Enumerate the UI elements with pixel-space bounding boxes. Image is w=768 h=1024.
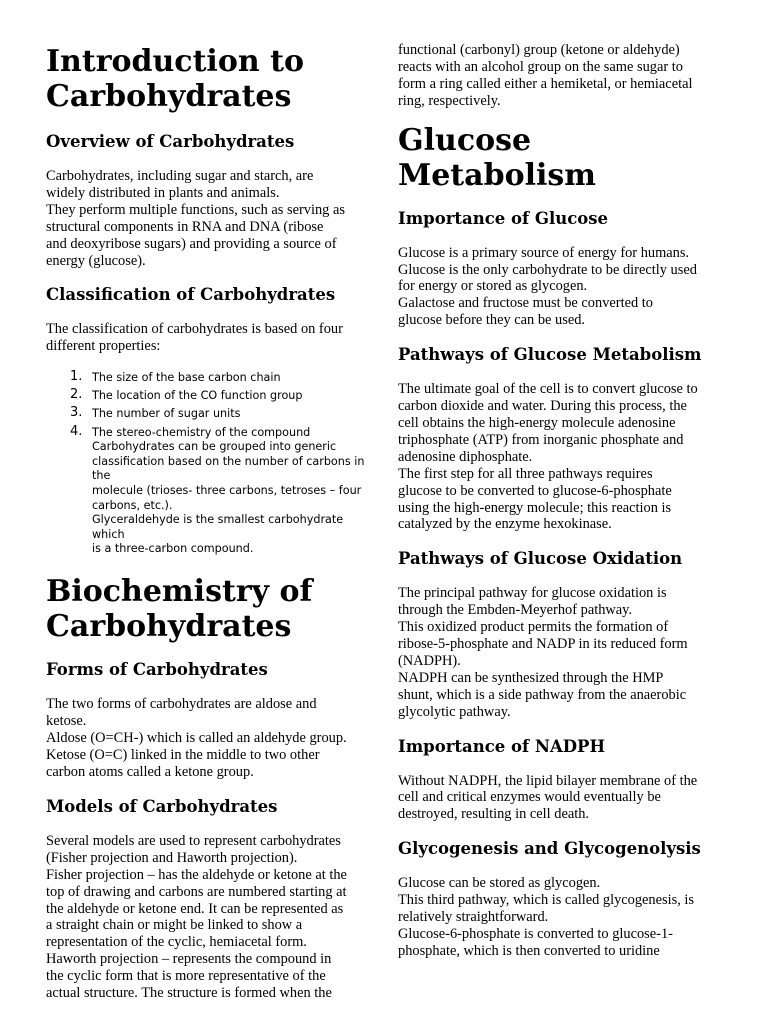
list-number: 3. — [70, 405, 83, 421]
heading-forms: Forms of Carbohydrates — [46, 660, 268, 680]
heading-classification: Classification of Carbohydrates — [46, 285, 336, 305]
paragraph-glycogenesis: Glucose can be stored as glycogen. This third pathway, which is called glycogenesis, is relatively straightforward. Glucose-6-phosphate is converted to glucose-1- phosphate, which is then converted to uridine — [398, 875, 695, 959]
heading-overview: Overview of Carbohydrates — [46, 132, 295, 151]
paragraph-continuation: functional (carbonyl) group (ketone or aldehyde) reacts with an alcohol group on the same sugar to form a ring called either a hemiketal, or hemiacetal ring, respectively. — [398, 42, 693, 109]
heading-glycogenesis: Glycogenesis and Glycogenolysis — [398, 839, 701, 859]
paragraph-pathways-metabolism: The ultimate goal of the cell is to convert glucose to carbon dioxide and water. During this process, the cell obtains the high-energy molecule adenosine triphosphate (ATP) from inorganic phosphate and adenosine diphosphate. The first step for all three pathways requires glucose to be converted to glucose-6-phosphate using the high-energy molecule; this reaction is catalyzed by the enzyme hexokinase. — [398, 381, 698, 533]
title-glucose-metabolism: Glucose Metabolism — [398, 122, 597, 193]
list-item: 3. The number of sugar units — [70, 405, 241, 421]
left-column — [46, 0, 372, 1002]
list-number: 1. — [70, 369, 83, 385]
paragraph-importance-glucose: Glucose is a primary source of energy for humans. Glucose is the only carbohydrate to be directly used for energy or stored as glycogen. Galactose and fructose must be converted to glucose before they can be used. — [398, 244, 697, 329]
list-number: 2. — [70, 387, 83, 403]
list-item: 4. The stereo-chemistry of the compound Carbohydrates can be grouped into generic classification based on the number of carbons in the molecule (trioses- three carbons, tetroses – four carbons, etc.). Glyceraldehyde is the smallest carbohydrate which is a three-carbon compound. — [70, 423, 365, 556]
paragraph-forms: The two forms of carbohydrates are aldose and ketose. Aldose (O=CH-) which is called an aldehyde group. Ketose (O=C) linked in the middle to two other carbon atoms called a ketone group. — [46, 696, 347, 780]
right-column — [398, 0, 728, 960]
paragraph-models: Several models are used to represent carbohydrates (Fisher projection and Haworth projection). Fisher projection – has the aldehyde or ketone at the top of drawing and carbons are numbered starting at the aldehyde or ketone end. It can be represented as a straight chain or might be linked to show a representation of the cyclic, hemiacetal form. Haworth projection – represents the compound in the cyclic form that is more representative of the actual structure. The structure is formed when the — [46, 832, 347, 1002]
list-item: 2. The location of the CO function group — [70, 387, 303, 403]
heading-importance-glucose: Importance of Glucose — [398, 208, 609, 228]
list-number: 4. — [70, 423, 83, 439]
paragraph-classification: The classification of carbohydrates is based on four different properties: — [46, 321, 343, 355]
classification-list — [46, 371, 372, 557]
heading-pathways-metabolism: Pathways of Glucose Metabolism — [398, 345, 702, 365]
paragraph-importance-nadph: Without NADPH, the lipid bilayer membrane of the cell and critical enzymes would eventually be destroyed, resulting in cell death. — [398, 772, 698, 823]
heading-importance-nadph: Importance of NADPH — [398, 736, 606, 756]
heading-pathways-oxidation: Pathways of Glucose Oxidation — [398, 549, 683, 569]
paragraph-overview: Carbohydrates, including sugar and starch, are widely distributed in plants and animals. They perform multiple functions, such as serving as structural components in RNA and DNA (ribose and deoxyribose sugars) and providing a source of energy (glucose). — [46, 168, 345, 269]
list-item: 1. The size of the base carbon chain — [70, 369, 281, 385]
title-biochemistry: Biochemistry of Carbohydrates — [46, 574, 313, 645]
heading-models: Models of Carbohydrates — [46, 796, 278, 816]
title-introduction: Introduction to Carbohydrates — [46, 44, 304, 114]
paragraph-pathways-oxidation: The principal pathway for glucose oxidation is through the Embden-Meyerhof pathway. This oxidized product permits the formation of ribose-5-phosphate and NADP in its reduced form (NADPH). NADPH can be synthesized through the HMP shunt, which is a side pathway from the anaerobic glycolytic pathway. — [398, 585, 688, 720]
